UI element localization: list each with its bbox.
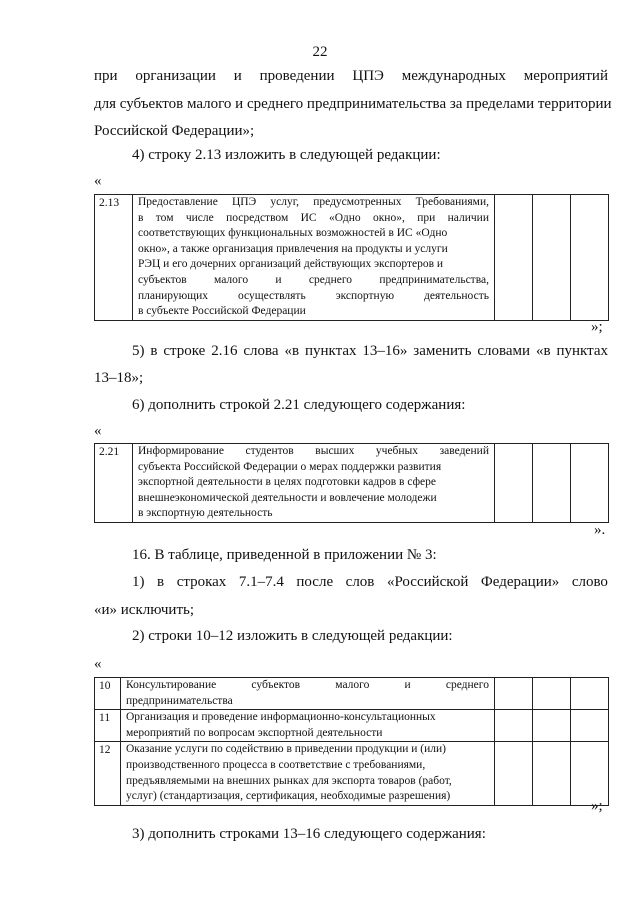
empty-cell [571,195,609,321]
page-number: 22 [312,44,328,60]
word: субъектов [251,679,301,691]
word: предусмотренных [313,196,402,208]
word: словами [477,343,531,359]
word: в [157,574,165,590]
empty-cell [495,678,533,710]
word: и [404,679,411,691]
row-number-cell: 11 [95,710,121,742]
word: том [155,211,174,224]
word: и [233,68,242,84]
empty-cell [533,678,571,710]
word: строках [176,574,227,590]
word: малого [335,679,370,691]
close-quote-2: ». [594,522,606,538]
row-number-cell: 2.21 [95,444,133,523]
intro-line-1 [94,68,608,85]
word: Информирование [138,445,224,457]
row-number-cell: 2.13 [95,195,133,321]
cell-text-line: соответствующих функциональных возможностей в ИС «Одно [138,227,448,240]
word: 7.1–7.4 [238,574,284,590]
word: в [138,211,144,224]
item-16-1-line-2: «и» исключить; [94,602,195,618]
word: Консультирование [126,679,217,691]
word: ИС [300,211,317,224]
word: заведений [439,445,489,457]
open-quote-1: « [94,173,102,189]
row-description-cell [121,742,495,805]
word: ЦПЭ [352,68,384,84]
word: планирующих [138,289,209,302]
word: заменить [413,343,472,359]
word: проведении [259,68,335,84]
cell-text-line: внешнеэкономической деятельности и вовлечение молодежи [138,491,437,504]
empty-cell [495,742,533,805]
word: окно», [372,211,405,224]
row-description-cell [121,710,495,742]
word: и [275,273,282,286]
empty-cell [533,195,571,321]
word: строке [163,343,206,359]
cell-text-line: в субъекте Российской Федерации [138,305,306,318]
cell-text-line: предъявляемыми на внешних рынках для экспорта товаров (работ, [126,774,452,787]
word: учебных [375,445,419,457]
word: слово [571,574,608,590]
word: среднего [308,273,353,286]
word: 2.16 [211,343,238,359]
empty-cell [571,710,609,742]
empty-cell [571,742,609,805]
word: при [94,68,118,84]
word: среднего [445,679,489,691]
row-description-cell [133,444,495,523]
cell-text-line: мероприятий по вопросам экспортной деятельности [126,726,383,739]
word: в [150,343,158,359]
empty-cell [495,710,533,742]
empty-cell [533,742,571,805]
cell-text-line [126,678,489,694]
cell-text-line [138,195,489,211]
intro-line-3: Российской Федерации»; [94,123,255,139]
close-quote-3: »; [591,798,603,814]
empty-cell [571,678,609,710]
empty-cell [571,444,609,523]
row-number-cell: 12 [95,742,121,805]
word: экспортную [335,289,395,302]
word: организации [135,68,216,84]
cell-text-line: Оказание услуги по содействию в приведении продукции и (или) [126,743,446,756]
table-row [95,678,609,710]
table-row-2-21 [94,443,609,523]
cell-text-line: предпринимательства [126,694,233,707]
word: деятельность [424,289,489,302]
word: числе [185,211,214,224]
word: «в [535,343,551,359]
word: слова [243,343,279,359]
word: 5) [132,343,145,359]
cell-text-line [138,211,489,227]
item-6-text: 6) дополнить строкой 2.21 следующего содержания: [132,397,466,413]
cell-text-line: Организация и проведение информационно-консультационных [126,711,436,724]
row-number-cell: 10 [95,678,121,710]
table-row-2-13 [94,194,609,321]
cell-text-line: субъекта Российской Федерации о мерах поддержки развития [138,460,442,473]
open-quote-2: « [94,423,102,439]
word: пунктах [556,343,608,359]
word: слов [345,574,375,590]
close-quote-1: »; [591,319,603,335]
open-quote-3: « [94,656,102,672]
cell-text-line: в экспортную деятельность [138,507,273,520]
table-rows-10-12 [94,677,609,806]
table-row [95,742,609,805]
word: «в [284,343,300,359]
word: при [417,211,436,224]
word: ЦПЭ [232,196,257,208]
cell-text-line: РЭЦ и его дочерних организаций действующих экспортеров и [138,258,444,271]
cell-text-line [138,444,489,460]
empty-cell [533,444,571,523]
word: наличии [447,211,489,224]
word: мероприятий [523,68,608,84]
word: студентов [245,445,294,457]
item-16-2-text: 2) строки 10–12 изложить в следующей редакции: [132,628,453,644]
word: Предоставление [138,196,218,208]
word: высших [315,445,355,457]
cell-text-line: экспортной деятельности в целях подготовки кадров в сфере [138,476,436,489]
word: международных [401,68,506,84]
word: «Российской [386,574,469,590]
cell-text-line [138,273,489,289]
row-description-cell [133,195,495,321]
word: 13–16» [362,343,408,359]
word: пунктах [304,343,357,359]
word: предпринимательства, [379,273,489,286]
empty-cell [533,710,571,742]
empty-cell [495,195,533,321]
word: «Одно [328,211,361,224]
word: после [296,574,334,590]
intro-line-2: для субъектов малого и среднего предпринимательства за пределами территории [94,96,612,112]
cell-text-line: производственного процесса в соответствие с требованиями, [126,758,426,771]
item-16-1-line-1 [132,574,608,591]
word: осуществлять [238,289,306,302]
word: малого [214,273,249,286]
item-4-text: 4) строку 2.13 изложить в следующей редакции: [132,147,441,163]
word: Федерации» [480,574,560,590]
cell-text-line: окно», а также организация привлечения на продукты и услуги [138,242,448,255]
item-16-3-text: 3) дополнить строками 13–16 следующего содержания: [132,826,486,842]
item-5-line-2: 13–18»; [94,370,144,386]
table-row [95,710,609,742]
row-description-cell [121,678,495,710]
item-16-text: 16. В таблице, приведенной в приложении № 3: [132,547,437,563]
word: субъектов [138,273,187,286]
word: Требованиями, [415,196,489,208]
word: услуг, [270,196,300,208]
word: посредством [226,211,289,224]
empty-cell [495,444,533,523]
word: 1) [132,574,145,590]
cell-text-line [138,289,489,305]
cell-text-line: услуг) (стандартизация, сертификация, необходимые разрешения) [126,790,451,803]
item-5-line-1 [132,343,608,360]
